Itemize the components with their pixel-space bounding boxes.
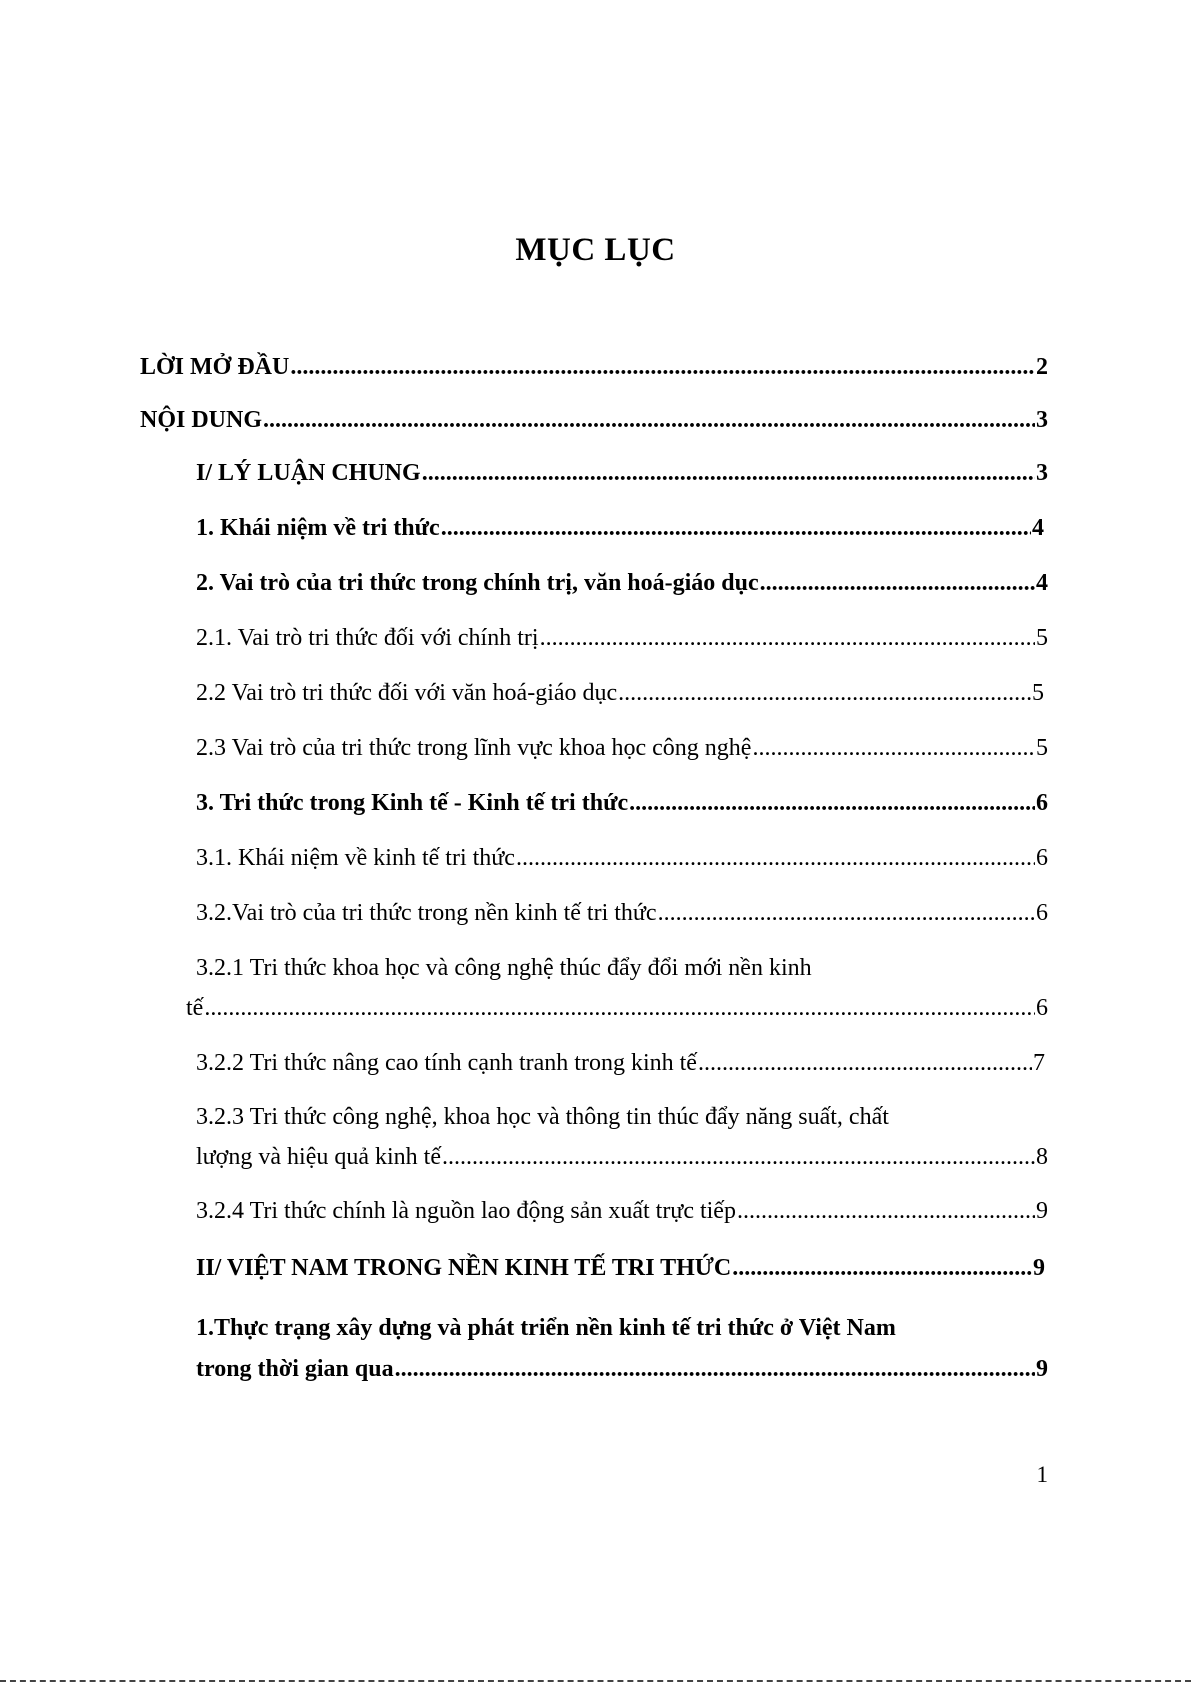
toc-entry-2-1[interactable] (196, 623, 1048, 653)
toc-entry-page: 6 (1036, 845, 1048, 871)
toc-entry-3-2-4[interactable] (196, 1196, 1048, 1226)
toc-entry-ly-luan-chung[interactable] (196, 458, 1048, 488)
toc-entry-2-3[interactable] (196, 733, 1048, 763)
dot-leader (658, 898, 1035, 928)
dot-leader (263, 405, 1035, 435)
toc-entry-title: NỘI DUNG (140, 407, 263, 433)
toc-entry-title: 3. Tri thức trong Kinh tế - Kinh tế tri thức (196, 790, 629, 816)
toc-entry-2-2[interactable] (196, 678, 1044, 708)
toc-entry-title: 3.2.4 Tri thức chính là nguồn lao động sản xuất trực tiếp (196, 1198, 736, 1224)
dot-leader (395, 1354, 1035, 1384)
toc-entry-3-1[interactable] (196, 843, 1048, 873)
dot-leader (752, 733, 1035, 763)
dot-leader (629, 788, 1035, 818)
dot-leader (290, 352, 1035, 382)
dot-leader (732, 1253, 1032, 1283)
toc-entry-page: 4 (1036, 570, 1048, 596)
toc-entry-title: 3.2.2 Tri thức nâng cao tính cạnh tranh trong kinh tế (196, 1050, 697, 1076)
dot-leader (540, 623, 1035, 653)
dot-leader (618, 678, 1031, 708)
toc-entry-title-line2: tế (186, 995, 204, 1021)
toc-entry-page: 3 (1036, 407, 1048, 433)
toc-entry-page: 9 (1033, 1255, 1045, 1281)
toc-entry-title: 3.1. Khái niệm về kinh tế tri thức (196, 845, 515, 871)
toc-entry-title-line1: 1.Thực trạng xây dựng và phát triển nền kinh tế tri thức ở Việt Nam (196, 1315, 896, 1341)
toc-entry-page: 7 (1033, 1050, 1045, 1076)
toc-entry-page: 6 (1036, 995, 1048, 1021)
toc-entry-page: 6 (1036, 790, 1048, 816)
footer-divider (0, 1680, 1191, 1684)
toc-entry-noi-dung[interactable] (140, 405, 1048, 435)
toc-entry-page: 4 (1032, 515, 1044, 541)
toc-entry-khai-niem-tri-thuc[interactable] (196, 513, 1044, 543)
page-number: 1 (1036, 1462, 1048, 1487)
toc-entry-3-2-1[interactable] (186, 953, 1048, 1023)
dot-leader (737, 1196, 1035, 1226)
toc-entry-page: 5 (1032, 680, 1044, 706)
toc-entry-title: II/ VIỆT NAM TRONG NỀN KINH TẾ TRI THỨC (196, 1255, 732, 1281)
toc-entry-loi-mo-dau[interactable] (140, 352, 1048, 382)
toc-entry-title: 3.2.Vai trò của tri thức trong nền kinh tế tri thức (196, 900, 657, 926)
toc-entry-title: 2.2 Vai trò tri thức đối với văn hoá-giáo dục (196, 680, 618, 706)
toc-entry-page: 2 (1036, 354, 1048, 380)
dot-leader (698, 1048, 1032, 1078)
toc-entry-viet-nam-kinh-te-tri-thuc[interactable] (196, 1253, 1045, 1283)
dot-leader (204, 993, 1035, 1023)
toc-entry-title: 2.3 Vai trò của tri thức trong lĩnh vực khoa học công nghệ (196, 735, 752, 761)
toc-entry-page: 9 (1036, 1198, 1048, 1224)
toc-entry-title-line2: trong thời gian qua (196, 1356, 394, 1382)
toc-entry-page: 3 (1036, 460, 1048, 486)
toc-entry-page: 5 (1036, 735, 1048, 761)
toc-entry-thuc-trang[interactable] (196, 1313, 1048, 1384)
toc-entry-tri-thuc-kinh-te[interactable] (196, 788, 1048, 818)
toc-entry-3-2[interactable] (196, 898, 1048, 928)
dot-leader (422, 458, 1035, 488)
toc-entry-title: LỜI MỞ ĐẦU (140, 354, 290, 380)
toc-entry-page: 8 (1036, 1144, 1048, 1170)
toc-entry-page: 6 (1036, 900, 1048, 926)
toc-entry-3-2-3[interactable] (196, 1102, 1048, 1172)
dot-leader (760, 568, 1035, 598)
dot-leader (442, 1142, 1035, 1172)
dot-leader (441, 513, 1031, 543)
toc-entry-title-line1: 3.2.3 Tri thức công nghệ, khoa học và thông tin thúc đẩy năng suất, chất (196, 1104, 889, 1130)
toc-entry-title-line1: 3.2.1 Tri thức khoa học và công nghệ thúc đẩy đổi mới nền kinh (196, 955, 812, 981)
toc-entry-title: 2.1. Vai trò tri thức đối với chính trị (196, 625, 539, 651)
page-title: MỤC LỤC (515, 232, 676, 268)
toc-entry-vai-tro-chinh-tri-van-hoa[interactable] (196, 568, 1048, 598)
toc-entry-title: I/ LÝ LUẬN CHUNG (196, 460, 421, 486)
dot-leader (516, 843, 1035, 873)
toc-entry-page: 9 (1036, 1356, 1048, 1382)
toc-entry-title-line2: lượng và hiệu quả kinh tế (196, 1144, 441, 1170)
toc-entry-title: 2. Vai trò của tri thức trong chính trị, văn hoá-giáo dục (196, 570, 759, 596)
toc-entry-page: 5 (1036, 625, 1048, 651)
toc-entry-3-2-2[interactable] (196, 1048, 1045, 1078)
toc-entry-title: 1. Khái niệm về tri thức (196, 515, 440, 541)
